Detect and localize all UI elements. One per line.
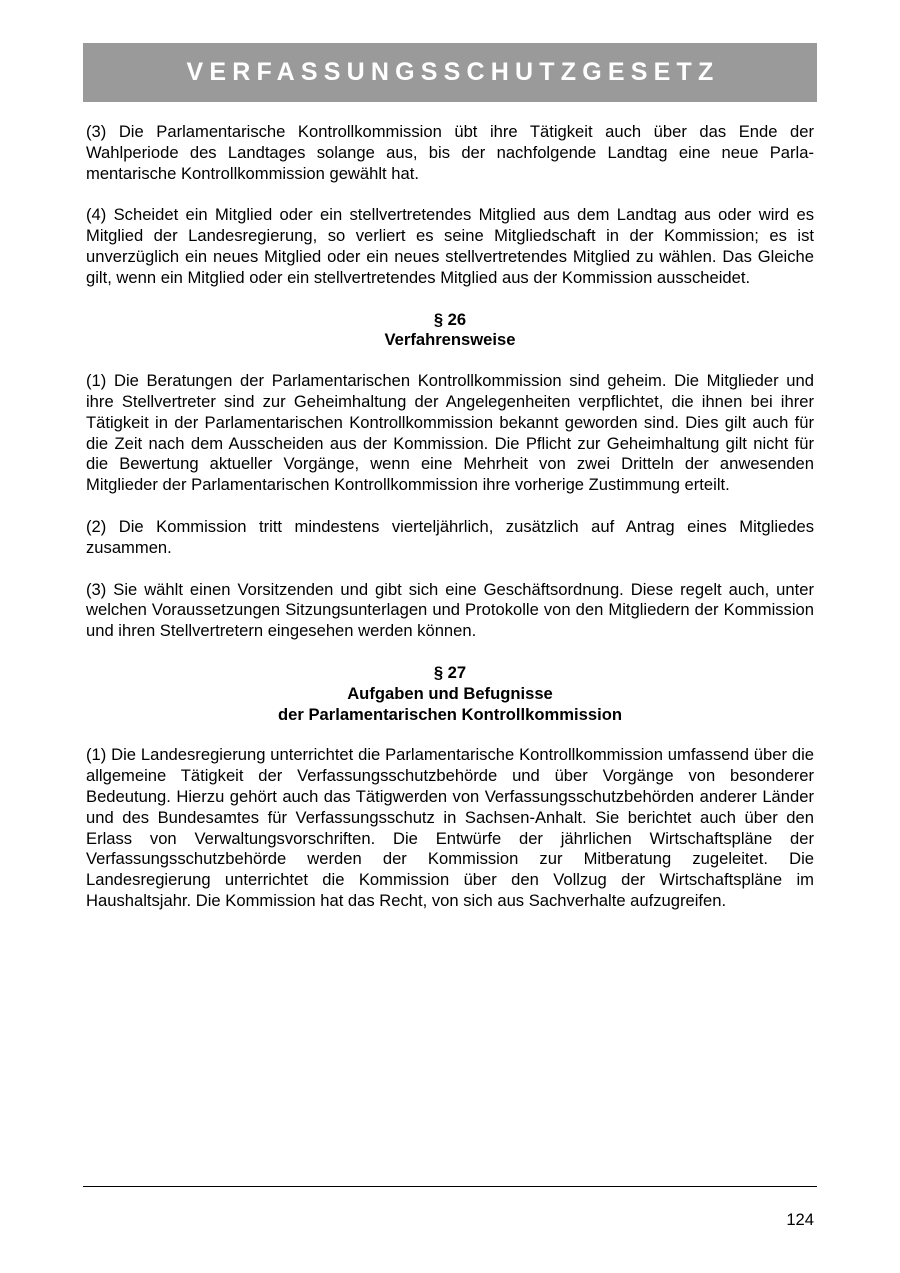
paragraph-26-3: (3) Sie wählt einen Vorsitzenden und gibt sich eine Geschäftsordnung. Diese regelt auch, unter welchen Voraussetzungen Sitzungsunterlagen und Protokolle von den Mitgliedern der Kommission und ihren Stellvertretern eingesehen werden können. bbox=[86, 579, 814, 641]
section-title: Verfahrensweise bbox=[384, 330, 516, 350]
section-title-line-1: Aufgaben und Befugnisse bbox=[347, 683, 553, 703]
section-number: § 27 bbox=[433, 662, 467, 682]
paragraph-25-4: (4) Scheidet ein Mitglied oder ein stellvertretendes Mitglied aus dem Landtag aus oder wird es Mitglied der Landesregierung, so verliert es seine Mitgliedschaft in der Kommission; es ist unverzüglich ein neues Mitglied oder ein neues stellvertretendes Mitglied zu wählen. Das Gleiche gilt, wenn ein Mitglied oder ein stellvertretendes Mitglied aus der Kommission ausscheidet. bbox=[86, 205, 814, 287]
paragraph-26-2: (2) Die Kommission tritt mindestens vierteljährlich, zusätzlich auf Antrag eines Mitgliedes zusammen. bbox=[86, 516, 814, 557]
paragraph-27-1: (1) Die Landesregierung unterrichtet die Parlamentarische Kontrollkommission umfassend über die allgemeine Tätigkeit der Verfassungsschutzbehörde und über Vorgänge von besonderer Bedeutung. Hierzu gehört auch das Tätigwerden von Verfassungsschutzbehörden anderer Länder und des Bundesamtes für Verfassungsschutz in Sachsen-Anhalt. Sie berichtet auch über den Erlass von Verwaltungsvorschriften. Die Entwürfe der jährlichen Wirtschaftspläne der Verfassungsschutzbehörde werden der Kommission zur Mitberatung zugeleitet. Die Landesregierung unterrichtet die Kommission über den Vollzug der Wirtschaftspläne im Haushaltsjahr. Die Kommission hat das Recht, von sich aus Sachverhalte aufzugreifen. bbox=[86, 745, 814, 910]
footer-divider bbox=[83, 1186, 817, 1187]
section-title-line-2: der Parlamentarischen Kontrollkommission bbox=[278, 704, 622, 724]
section-number: § 26 bbox=[433, 309, 467, 329]
page-number: 124 bbox=[786, 1210, 814, 1229]
header-banner bbox=[83, 43, 817, 102]
paragraph-26-1: (1) Die Beratungen der Parlamentarischen Kontrollkommission sind geheim. Die Mitglieder und ihre Stellvertreter sind zur Geheimhaltung der Angelegenheiten verpflichtet, die ihnen bei ihrer Tätigkeit in der Parlamentarischen Kontrollkommission bekannt geworden sind. Dies gilt auch für die Zeit nach dem Ausscheiden aus der Kommission. Die Pflicht zur Geheimhaltung gilt nicht für die Bewertung aktueller Vorgänge, wenn eine Mehrheit von zwei Dritteln der anwesenden Mitglieder der Parlamentarischen Kontrollkommission ihre vorherige Zustimmung erteilt. bbox=[86, 371, 814, 495]
paragraph-25-3: (3) Die Parlamentarische Kontrollkommission übt ihre Tätigkeit auch über das Ende der Wahlperiode des Landtages solange aus, bis der nachfolgende Landtag eine neue Parlamentarische Kontrollkommission gewählt hat. bbox=[86, 122, 814, 183]
section-heading-26 bbox=[86, 310, 814, 352]
document-body bbox=[86, 122, 814, 933]
document-title: VERFASSUNGSSCHUTZGESETZ bbox=[186, 58, 720, 86]
section-heading-27 bbox=[86, 663, 814, 725]
